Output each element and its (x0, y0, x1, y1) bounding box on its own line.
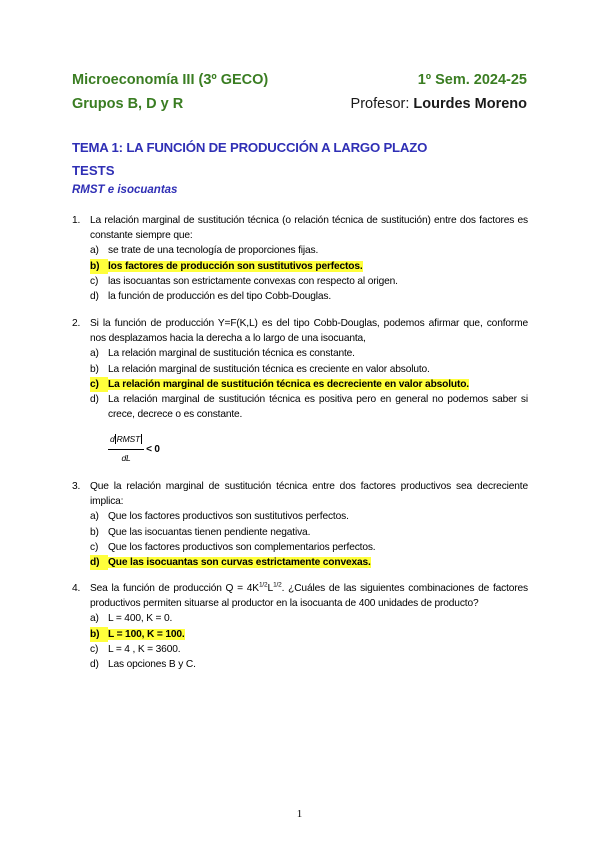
question-stem (72, 581, 528, 611)
question-number: 3. (72, 481, 81, 492)
option-c-correct (90, 377, 528, 392)
option-d (90, 392, 528, 422)
option-letter: d) (90, 394, 99, 406)
option-c (90, 642, 528, 657)
groups: Grupos B, D y R (72, 96, 184, 112)
question-2 (72, 316, 528, 466)
option-d-correct (90, 555, 528, 570)
question-number: 4. (72, 583, 81, 594)
option-text: la función de producción es del tipo Cobb-Douglas. (108, 291, 331, 303)
section-subtitle: RMST e isocuantas (72, 184, 178, 196)
option-text: se trate de una tecnología de proporciones fijas. (108, 245, 319, 257)
question-text: La relación marginal de sustitución técnica (o relación técnica de sustitución) entre dos factores es constante siempre que: (90, 215, 528, 242)
option-text-highlighted: Que las isocuantas son curvas estrictamente convexas. (108, 557, 371, 569)
option-text-highlighted: La relación marginal de sustitución técnica es decreciente en valor absoluto. (108, 378, 469, 390)
option-text: Que los factores productivos son complementarios perfectos. (108, 541, 376, 553)
option-text-highlighted: los factores de producción son sustitutivos perfectos. (108, 260, 363, 272)
option-letter: a) (90, 245, 99, 257)
option-d (90, 289, 528, 304)
question-text: Que la relación marginal de sustitución técnica entre dos factores productivos sea decreciente implica: (90, 481, 528, 508)
option-b-correct (90, 259, 528, 274)
tests-label: TESTS (72, 163, 115, 178)
professor (351, 96, 527, 112)
option-letter: d) (90, 659, 99, 671)
option-a (90, 346, 528, 361)
rmst-derivative-formula (108, 432, 528, 465)
question-stem (72, 213, 528, 243)
option-c (90, 540, 528, 555)
option-text: L = 400, K = 0. (108, 613, 173, 625)
option-text: La relación marginal de sustitución técnica es constante. (108, 348, 355, 360)
formula-relation: < 0 (146, 443, 160, 455)
header-row-2 (72, 96, 527, 120)
option-d (90, 657, 528, 672)
option-text: La relación marginal de sustitución técnica es positiva pero en general no podemos saber si crece, decrece o es constante. (108, 394, 528, 421)
option-text: L = 4 , K = 3600. (108, 643, 181, 655)
question-stem (72, 479, 528, 509)
tema-title: TEMA 1: LA FUNCIÓN DE PRODUCCIÓN A LARGO PLAZO (72, 140, 428, 155)
question-3 (72, 479, 528, 570)
option-letter: a) (90, 511, 99, 523)
option-letter: b) (90, 627, 108, 642)
option-a (90, 509, 528, 524)
formula-d: d (110, 434, 115, 445)
option-b (90, 525, 528, 540)
option-text: Las opciones B y C. (108, 659, 196, 671)
option-text-highlighted: L = 100, K = 100. (108, 628, 185, 640)
question-text (90, 581, 528, 611)
stem-part: Sea la función de producción Q = 4K (90, 583, 259, 594)
option-letter: b) (90, 363, 99, 375)
question-stem (72, 316, 528, 346)
option-b (90, 362, 528, 377)
semester: 1º Sem. 2024-25 (417, 72, 527, 88)
question-1 (72, 213, 528, 304)
question-number: 1. (72, 215, 81, 226)
option-letter: c) (90, 377, 108, 392)
professor-label: Profesor: (350, 96, 410, 112)
course-title: Microeconomía III (3º GECO) (72, 72, 269, 88)
stem-part: . ¿Cuáles de las siguientes combinaciones de factores productivos permiten situarse al productor en la isocuanta de 400 unidades de producto? (90, 583, 528, 610)
option-letter: c) (90, 541, 99, 553)
option-text: Que las isocuantas tienen pendiente negativa. (108, 526, 311, 538)
option-letter: d) (90, 291, 99, 303)
exponent: 1/2 (273, 581, 282, 589)
option-letter: a) (90, 348, 99, 360)
option-letter: b) (90, 259, 108, 274)
professor-name: Lourdes Moreno (413, 96, 527, 112)
option-c (90, 274, 528, 289)
header-row-1 (72, 72, 527, 96)
option-letter: c) (90, 643, 99, 655)
page-number: 1 (296, 808, 303, 820)
formula-numerator (108, 432, 144, 449)
option-b-correct (90, 627, 528, 642)
question-4 (72, 581, 528, 672)
question-number: 2. (72, 318, 81, 329)
document-header (72, 72, 527, 120)
option-letter: c) (90, 275, 99, 287)
stem-part: L (267, 583, 274, 594)
formula-fraction (108, 432, 144, 465)
formula-rmst: RMST (116, 434, 141, 445)
option-a (90, 611, 528, 626)
option-letter: a) (90, 613, 99, 625)
exponent: 1/2 (258, 581, 268, 589)
option-letter: d) (90, 555, 108, 570)
formula-denominator: dL (121, 452, 131, 463)
option-text: Que los factores productivos son sustitutivos perfectos. (108, 511, 349, 523)
option-text: las isocuantas son estrictamente convexas con respecto al origen. (108, 275, 398, 287)
option-letter: b) (90, 526, 99, 538)
question-text: Si la función de producción Y=F(K,L) es del tipo Cobb-Douglas, podemos afirmar que, conforme nos desplazamos hacia la derecha a lo largo de una isocuanta, (90, 318, 528, 345)
option-a (90, 243, 528, 258)
option-text: La relación marginal de sustitución técnica es creciente en valor absoluto. (108, 363, 430, 375)
